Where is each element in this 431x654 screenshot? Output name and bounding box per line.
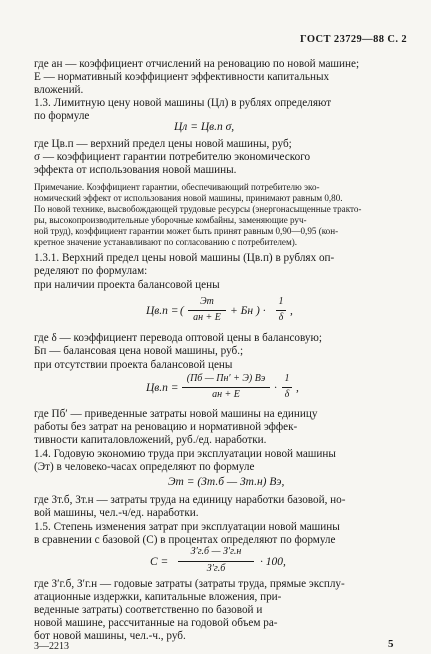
note-line: кретное значение устанавливают по согласованию с потребителем).: [34, 237, 298, 247]
text-line: при наличии проекта балансовой цены: [34, 279, 220, 291]
text-line: бот новой машины, чел.-ч., руб.: [34, 630, 186, 642]
text-line: 1.5. Степень изменения затрат при эксплуатации новой машины: [34, 521, 340, 533]
note-line: номический эффект от использования новой машины, принимают равным 0,80.: [34, 193, 343, 203]
text-line: σ — коэффициент гарантии потребителю экономического: [34, 151, 311, 163]
footer-code: 3—2213: [34, 641, 69, 652]
text-line: где δ — коэффициент перевода оптовой цены в балансовую;: [34, 332, 322, 344]
text-line: где Зт.б, Зт.н — затраты труда на единицу наработки базовой, но-: [34, 494, 346, 506]
note-line: ры, высокопроизводительные уборочные комбайны, заменяющие руч-: [34, 215, 307, 225]
text-line: работы без затрат на реновацию и нормативной эффек-: [34, 421, 298, 433]
text-line: при отсутствии проекта балансовой цены: [34, 359, 233, 371]
text-line: атационные издержки, капитальные вложения, при-: [34, 591, 282, 603]
formula-labor-economy: Эт = (Зт.б — Зт.н) Вэ,: [168, 476, 285, 488]
text-line: где Пб′ — приведенные затраты новой машины на единицу: [34, 408, 318, 420]
text-line: 1.3. Лимитную цену новой машины (Цл) в рублях определяют: [34, 97, 332, 109]
text-line: где Цв.п — верхний предел цены новой машины, руб;: [34, 138, 292, 150]
text-line: (Эт) в человеко-часах определяют по формуле: [34, 461, 255, 473]
note-line: По новой технике, высвобождающей трудовые ресурсы (энергонасыщенные тракто-: [34, 204, 362, 214]
text-line: в сравнении с базовой (С) в процентах определяют по формуле: [34, 534, 336, 546]
text-line: тивности капиталовложений, руб./ед. наработки.: [34, 434, 267, 446]
page-number: 5: [388, 638, 394, 650]
text-line: 1.3.1. Верхний предел цены новой машины (Цв.п) в рублях оп-: [34, 252, 335, 264]
text-line: по формуле: [34, 110, 90, 122]
text-line: новой машине, рассчитанные на годовой объем ра-: [34, 617, 278, 629]
text-line: ределяют по формулам:: [34, 265, 148, 277]
text-line: Бп — балансовая цена новой машины, руб.;: [34, 345, 244, 357]
text-line: 1.4. Годовую экономию труда при эксплуатации новой машины: [34, 448, 336, 460]
note-line: Примечание. Коэффициент гарантии, обеспечивающий потребителю эко-: [34, 182, 320, 192]
text-line: Е — нормативный коэффициент эффективности капитальных: [34, 71, 330, 83]
note-line: ной труд), коэффициент гарантии может быть принят равным 0,90—0,95 (кон-: [34, 226, 339, 236]
document-page: ГОСТ 23729—88 С. 2 где aн — коэффициент отчислений на реновацию по новой машине; Е — нормативный коэффициент эффективности капитальных вложений. 1.3. Лимитную цену новой машины (Цл) в рублях определяют по формуле Цл = Цв.п σ, где Цв.п — верхний предел цены новой машины, руб; σ — коэффициент гарантии потребителю экономического эффекта от использования новой машины. Примечание. Коэффициент гарантии, обеспечивающий потребителю эко- номический эффект от использования новой машины, принимают равным 0,80. По новой технике, высвобождающей трудовые ресурсы (энергонасыщенные тракто- ры, высокопроизводительные уборочные комбайны, заменяющие руч- ной труд), коэффициент гарантии может быть принят равным 0,90—0,95 (кон- кретное значение устанавливают по согласованию с потребителем). 1.3.1. Верхний предел цены новой машины (Цв.п) в рублях оп- ределяют по формулам: при наличии проекта балансовой цены Цв.п = ( Эт aн + Е + Бн ) · 1 δ , где δ — коэффициент перевода оптовой цены в балансовую; Бп — балансовая цена новой машины, руб.; при отсутствии проекта балансовой цены Цв.п = (Пб — Пн′ + Э) Вэ aн + Е · 1 δ , где Пб′ — приведенные затраты новой машины на единицу работы без затрат на реновацию и нормативной эффек- тивности капиталовложений, руб./ед. наработки. 1.4. Годовую экономию труда при эксплуатации новой машины (Эт) в человеко-часах определяют по формуле Эт = (Зт.б — Зт.н) Вэ, где Зт.б, Зт.н — затраты труда на единицу наработки базовой, но- вой машины, чел.-ч/ед. наработки. 1.5. Степень изменения затрат при эксплуатации новой машины в сравнении с базовой (С) в процентах определяют по формуле С = З′г.б — З′г.н З′г.б · 100, где З′г.б, З′г.н — годовые затраты (затраты труда, прямые эксплу- атационные издержки, капитальные вложения, при- веденные затраты) соответственно по базовой и новой машине, рассчитанные на годовой объем ра- бот новой машины, чел.-ч., руб. 3—2213 5: [0, 0, 431, 654]
text-line: где З′г.б, З′г.н — годовые затраты (затраты труда, прямые эксплу-: [34, 578, 345, 590]
text-line: вложений.: [34, 84, 84, 96]
page-header: ГОСТ 23729—88 С. 2: [300, 34, 408, 45]
text-line: эффекта от использования новой машины.: [34, 164, 237, 176]
text-line: веденные затраты) соответственно по базовой и: [34, 604, 263, 616]
text-line: где aн — коэффициент отчислений на реновацию по новой машине;: [34, 58, 360, 70]
formula-limit-price: Цл = Цв.п σ,: [174, 121, 235, 133]
text-line: вой машины, чел.-ч/ед. наработки.: [34, 507, 199, 519]
